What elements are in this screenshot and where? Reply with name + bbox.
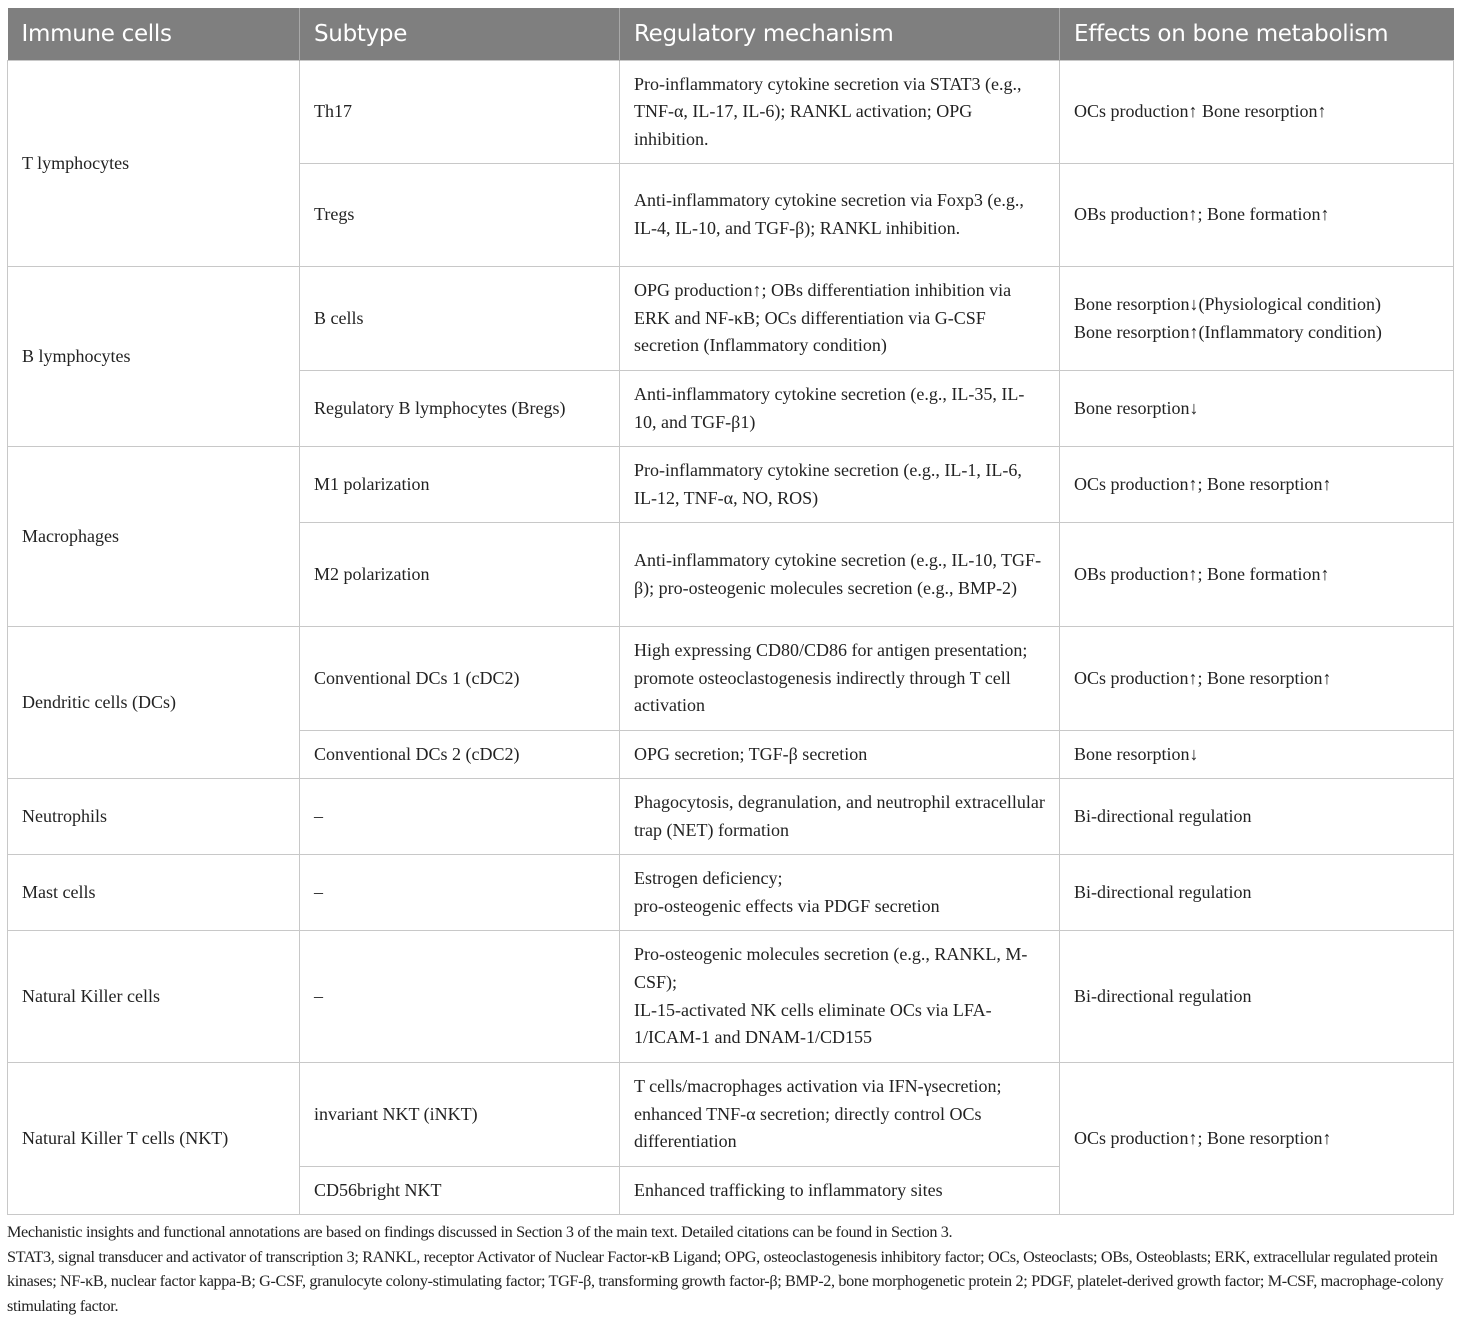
immune-cell-cell: T lymphocytes: [8, 61, 300, 267]
effects-cell: OCs production↑; Bone resorption↑: [1060, 447, 1454, 523]
header-effects: Effects on bone metabolism: [1060, 8, 1454, 61]
subtype-cell: Th17: [300, 61, 620, 164]
immune-cell-cell: Macrophages: [8, 447, 300, 627]
table-row: [8, 627, 1454, 731]
mechanism-cell: Anti-inflammatory cytokine secretion (e.g., IL-10, TGF-β); pro-osteogenic molecules secretion (e.g., BMP-2): [620, 523, 1060, 627]
effects-cell: OBs production↑; Bone formation↑: [1060, 523, 1454, 627]
footnote-note: Mechanistic insights and functional annotations are based on findings discussed in Section 3 of the main text. Detailed citations can be found in Section 3.: [7, 1223, 953, 1241]
table-footnotes: [7, 1220, 1457, 1318]
immune-cell-cell: Mast cells: [8, 855, 300, 931]
mechanism-cell: Estrogen deficiency; pro-osteogenic effects via PDGF secretion: [620, 855, 1060, 931]
effects-cell: OCs production↑; Bone resorption↑: [1060, 627, 1454, 731]
mechanism-cell: Pro-osteogenic molecules secretion (e.g., RANKL, M-CSF); IL-15-activated NK cells eliminate OCs via LFA-1/ICAM-1 and DNAM-1/CD155: [620, 931, 1060, 1063]
mechanism-cell: T cells/macrophages activation via IFN-γsecretion; enhanced TNF-α secretion; directly control OCs differentiation: [620, 1063, 1060, 1167]
subtype-cell: invariant NKT (iNKT): [300, 1063, 620, 1167]
header-regulatory-mechanism: Regulatory mechanism: [620, 8, 1060, 61]
table-row: [8, 855, 1454, 931]
effects-cell: Bone resorption↓: [1060, 371, 1454, 447]
subtype-cell: Tregs: [300, 164, 620, 267]
header-subtype: Subtype: [300, 8, 620, 61]
effects-cell: OCs production↑; Bone resorption↑: [1060, 1063, 1454, 1215]
subtype-cell: –: [300, 931, 620, 1063]
subtype-cell: –: [300, 855, 620, 931]
table-row: [8, 1063, 1454, 1167]
immune-cell-cell: Dendritic cells (DCs): [8, 627, 300, 779]
subtype-cell: Conventional DCs 1 (cDC2): [300, 627, 620, 731]
immune-cell-cell: Natural Killer cells: [8, 931, 300, 1063]
effects-cell: Bi-directional regulation: [1060, 855, 1454, 931]
table-row: [8, 267, 1454, 371]
immune-cells-table: [7, 8, 1454, 1215]
table-row: [8, 779, 1454, 855]
mechanism-cell: High expressing CD80/CD86 for antigen presentation; promote osteoclastogenesis indirectly through T cell activation: [620, 627, 1060, 731]
table-row: [8, 61, 1454, 164]
mechanism-cell: OPG secretion; TGF-β secretion: [620, 731, 1060, 779]
table-row: [8, 931, 1454, 1063]
mechanism-cell: Enhanced trafficking to inflammatory sites: [620, 1167, 1060, 1215]
subtype-cell: Conventional DCs 2 (cDC2): [300, 731, 620, 779]
effects-cell: Bi-directional regulation: [1060, 779, 1454, 855]
effects-cell: Bone resorption↓(Physiological condition) Bone resorption↑(Inflammatory condition): [1060, 267, 1454, 371]
subtype-cell: –: [300, 779, 620, 855]
subtype-cell: Regulatory B lymphocytes (Bregs): [300, 371, 620, 447]
mechanism-cell: Anti-inflammatory cytokine secretion (e.g., IL-35, IL-10, and TGF-β1): [620, 371, 1060, 447]
subtype-cell: M2 polarization: [300, 523, 620, 627]
immune-cell-cell: Natural Killer T cells (NKT): [8, 1063, 300, 1215]
subtype-cell: M1 polarization: [300, 447, 620, 523]
mechanism-cell: OPG production↑; OBs differentiation inhibition via ERK and NF-κB; OCs differentiation via G-CSF secretion (Inflammatory condition): [620, 267, 1060, 371]
subtype-cell: CD56bright NKT: [300, 1167, 620, 1215]
effects-cell: OCs production↑ Bone resorption↑: [1060, 61, 1454, 164]
mechanism-cell: Pro-inflammatory cytokine secretion via STAT3 (e.g., TNF-α, IL-17, IL-6); RANKL activation; OPG inhibition.: [620, 61, 1060, 164]
table-header-row: [8, 8, 1454, 61]
mechanism-cell: Pro-inflammatory cytokine secretion (e.g., IL-1, IL-6, IL-12, TNF-α, NO, ROS): [620, 447, 1060, 523]
table-row: [8, 447, 1454, 523]
mechanism-cell: Phagocytosis, degranulation, and neutrophil extracellular trap (NET) formation: [620, 779, 1060, 855]
footnote-abbreviations: STAT3, signal transducer and activator of transcription 3; RANKL, receptor Activator of Nuclear Factor-κB Ligand; OPG, osteoclastogenesis inhibitory factor; OCs, Osteoclasts; OBs, Osteoblasts; ERK, extracellular regulated protein kinases; NF-κB, nuclear factor kappa-B; G-CSF, granulocyte colony-stimulating factor; TGF-β, transforming growth factor-β; BMP-2, bone morphogenetic protein 2; PDGF, platelet-derived growth factor; M-CSF, macrophage-colony stimulating factor.: [7, 1247, 1444, 1315]
subtype-cell: B cells: [300, 267, 620, 371]
immune-cell-cell: Neutrophils: [8, 779, 300, 855]
effects-cell: OBs production↑; Bone formation↑: [1060, 164, 1454, 267]
immune-cell-cell: B lymphocytes: [8, 267, 300, 447]
mechanism-cell: Anti-inflammatory cytokine secretion via Foxp3 (e.g., IL-4, IL-10, and TGF-β); RANKL inhibition.: [620, 164, 1060, 267]
effects-cell: Bi-directional regulation: [1060, 931, 1454, 1063]
effects-cell: Bone resorption↓: [1060, 731, 1454, 779]
header-immune-cells: Immune cells: [8, 8, 300, 61]
